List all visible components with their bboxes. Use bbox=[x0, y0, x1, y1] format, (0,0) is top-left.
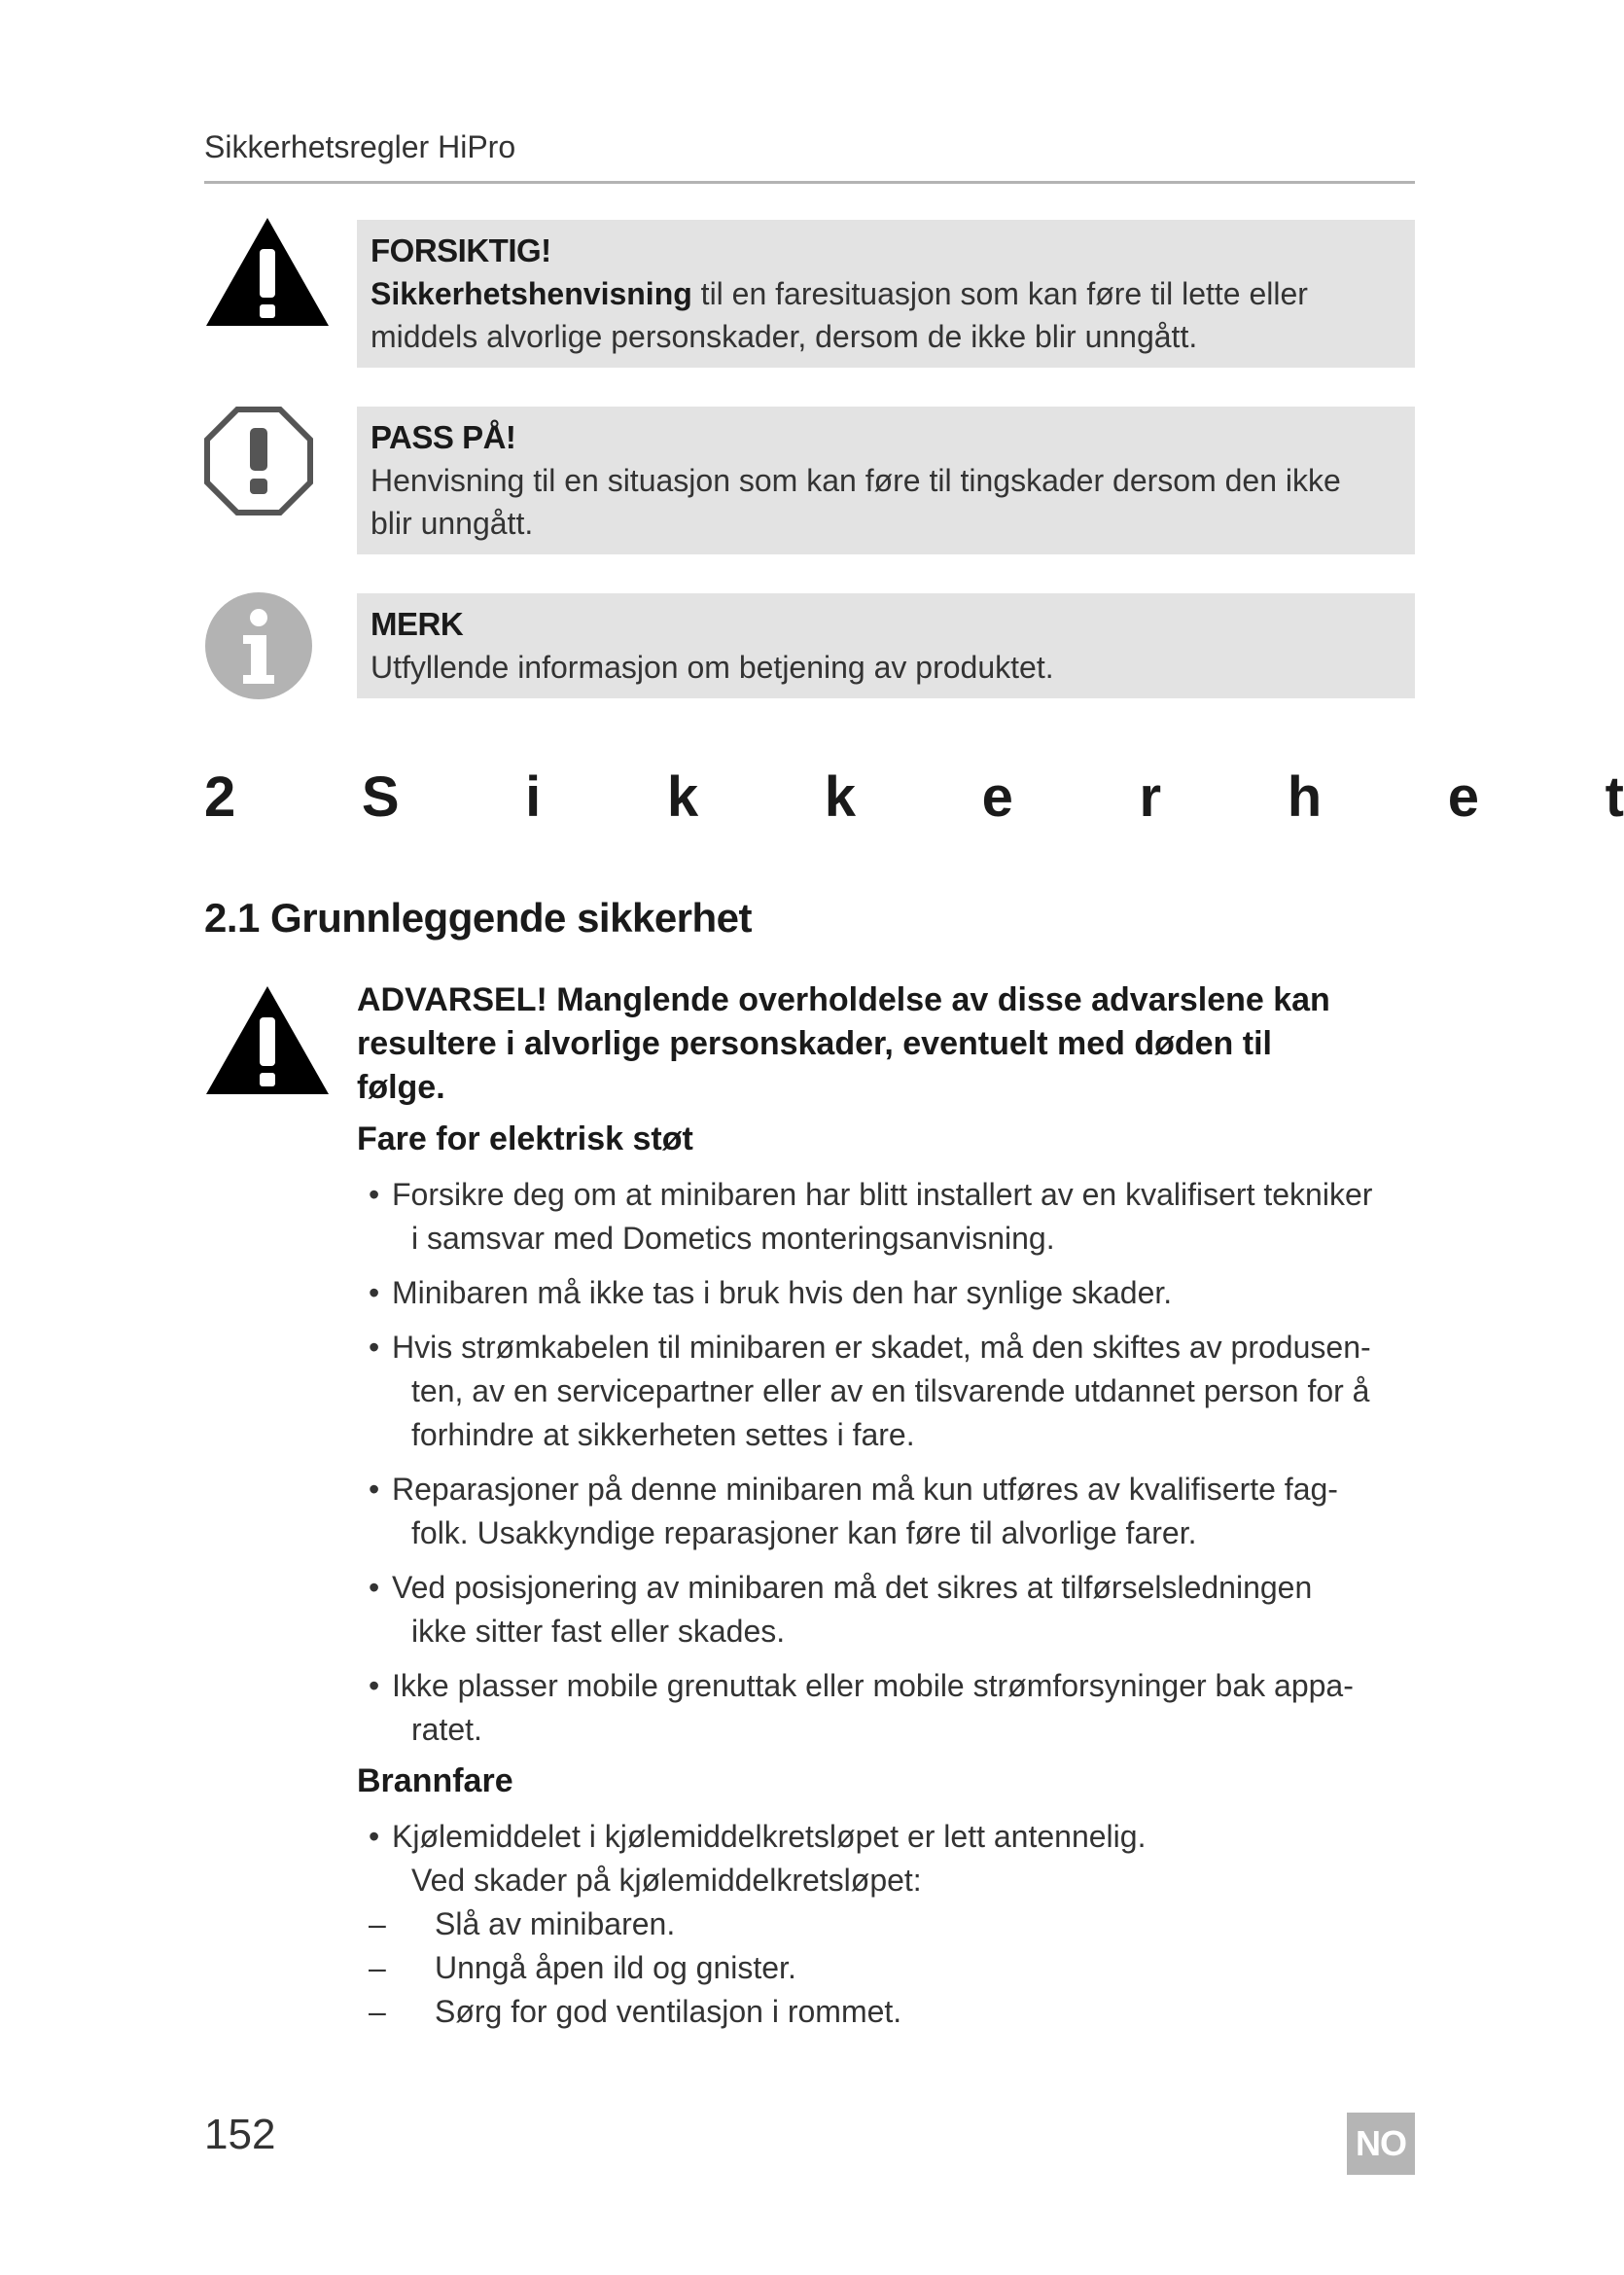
fire-step: Sørg for god ventilasjon i rommet. bbox=[435, 1994, 902, 2029]
notice-caution bbox=[357, 220, 1415, 368]
chapter-letter: e bbox=[981, 765, 1013, 829]
header-rule bbox=[204, 181, 1415, 184]
notice-attention-text bbox=[371, 459, 1401, 545]
warning-line: ADVARSEL! Manglende overholdelse av disse advarslene kan bbox=[357, 981, 1330, 1018]
chapter-letter: k bbox=[824, 765, 857, 829]
notice-caution-text bbox=[371, 272, 1401, 358]
notice-attention-line1: Henvisning til en situasjon som kan føre til tingskader dersom den ikke bbox=[371, 463, 1341, 498]
info-icon bbox=[204, 591, 313, 700]
chapter-letter: h bbox=[1287, 765, 1323, 829]
running-header: Sikkerhetsregler HiPro bbox=[204, 129, 516, 164]
chapter-letter: t bbox=[1605, 765, 1624, 829]
list-item: • Kjølemiddelet i kjølemiddelkretsløpet er lett antennelig. Ved skader på kjølemiddelkretsløpet: – Slå av minibaren. – Unngå åpen ild og gnister. – Sørg for god ventilasjon i rommet. bbox=[369, 1819, 1147, 2029]
notice-caution-line2: middels alvorlige personskader, dersom de ikke blir unngått. bbox=[371, 319, 1198, 354]
list-item: • Ved posisjonering av minibaren må det sikres at tilførselsledningen ikke sitter fast eller skades. bbox=[369, 1570, 1313, 1649]
warning-line: resultere i alvorlige personskader, eventuelt med døden til bbox=[357, 1025, 1272, 1062]
notice-caution-line1: til en faresituasjon som kan føre til lette eller bbox=[691, 276, 1308, 311]
notice-caution-lead: Sikkerhetshenvisning bbox=[371, 276, 692, 311]
notice-note-title: MERK bbox=[371, 606, 464, 642]
fire-step: Slå av minibaren. bbox=[435, 1906, 676, 1941]
chapter-letter: i bbox=[525, 765, 542, 829]
electric-heading: Fare for elektrisk støt bbox=[357, 1120, 693, 1157]
list-item: • Hvis strømkabelen til minibaren er skadet, må den skiftes av produsen- ten, av en servicepartner eller av en tilsvarende utdannet person for å forhindre at sikkerheten settes i fare. bbox=[369, 1330, 1371, 1452]
warning-line: følge. bbox=[357, 1069, 445, 1106]
list-item: • Forsikre deg om at minibaren har blitt installert av en kvalifisert tekniker i samsvar med Dometics monteringsanvisning. bbox=[369, 1177, 1373, 1256]
list-item: • Minibaren må ikke tas i bruk hvis den har synlige skader. bbox=[369, 1275, 1173, 1310]
list-item: • Ikke plasser mobile grenuttak eller mobile strømforsyninger bak appa- ratet. bbox=[369, 1668, 1354, 1747]
chapter-letter: r bbox=[1139, 765, 1162, 829]
chapter-letter: e bbox=[1447, 765, 1480, 829]
warning-triangle-icon bbox=[204, 216, 331, 328]
fire-list bbox=[357, 1815, 1427, 2044]
warning-triangle-icon bbox=[204, 984, 331, 1096]
list-item: • Reparasjoner på denne minibaren må kun utføres av kvalifiserte fag- folk. Usakkyndige reparasjoner kan føre til alvorlige farer. bbox=[369, 1472, 1338, 1550]
page-number: 152 bbox=[204, 2111, 276, 2158]
chapter-letter: S bbox=[361, 765, 400, 829]
language-badge: NO bbox=[1347, 2113, 1415, 2175]
warning-statement bbox=[357, 978, 1415, 1110]
octagon-exclamation-icon bbox=[204, 407, 313, 515]
notice-attention bbox=[357, 407, 1415, 554]
fire-step: Unngå åpen ild og gnister. bbox=[435, 1950, 796, 1985]
notice-caution-title: FORSIKTIG! bbox=[371, 232, 551, 268]
electric-list bbox=[357, 1173, 1427, 1762]
chapter-letter: k bbox=[666, 765, 699, 829]
section-title: 2.1 Grunnleggende sikkerhet bbox=[204, 895, 753, 941]
notice-note-text: Utfyllende informasjon om betjening av produktet. bbox=[371, 650, 1054, 685]
chapter-number: 2 bbox=[204, 765, 236, 829]
notice-attention-line2: blir unngått. bbox=[371, 506, 534, 541]
chapter-heading bbox=[204, 764, 1624, 830]
fire-heading: Brannfare bbox=[357, 1762, 513, 1799]
notice-attention-title: PASS PÅ! bbox=[371, 419, 516, 455]
notice-note bbox=[357, 593, 1415, 698]
